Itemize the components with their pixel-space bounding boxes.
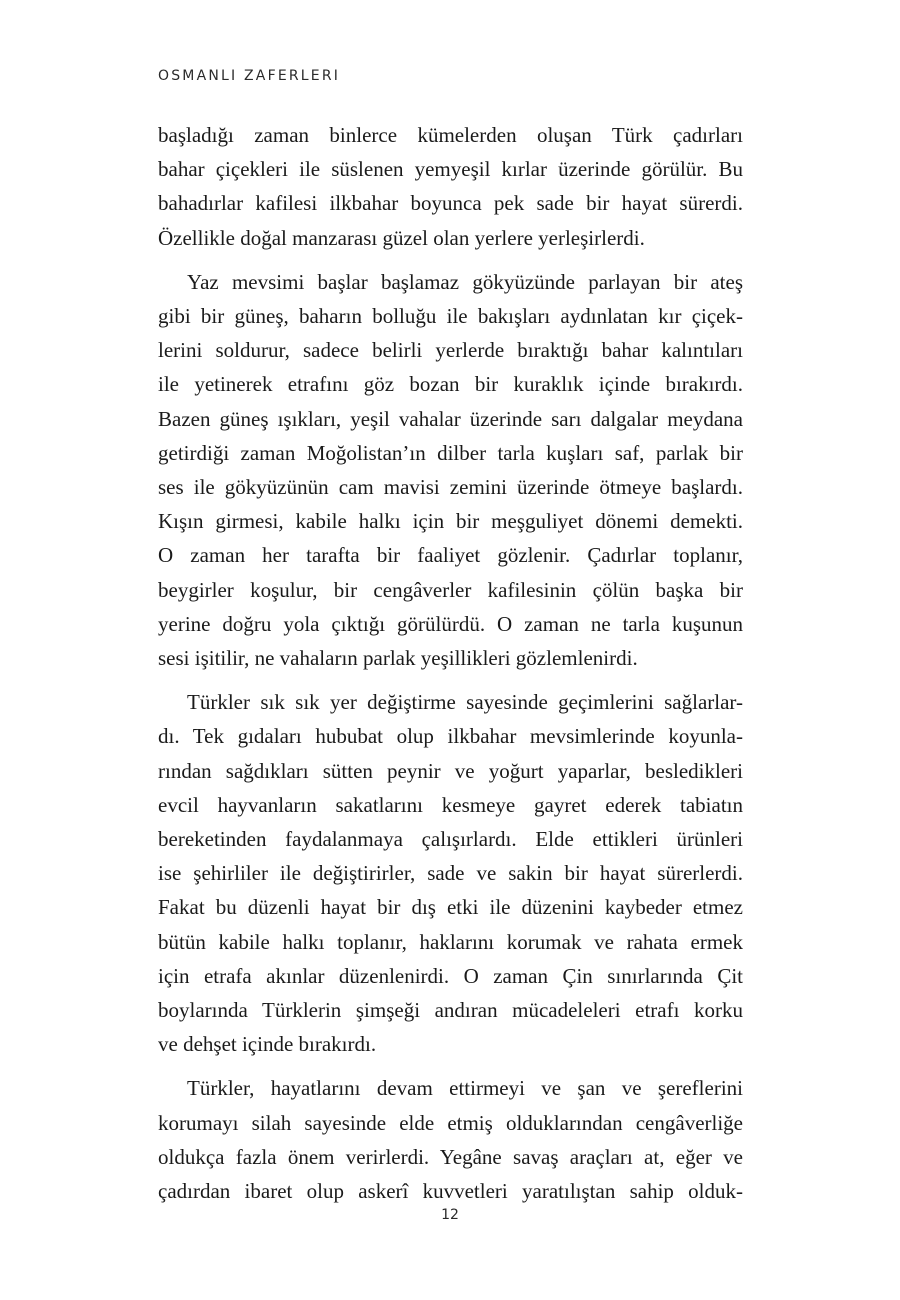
text-line: için etrafa akınlar düzenlenirdi. O zaman Çin sınırlarında Çit [158, 963, 743, 988]
text-line: yerine doğru yola çıktığı görülürdü. O zaman ne tarla kuşunun [158, 611, 743, 636]
text-line: getirdiği zaman Moğolistan’ın dilber tarla kuşları saf, parlak bir [158, 440, 743, 465]
page-number: 12 [441, 1207, 459, 1223]
text-line: ise şehirliler ile değiştirirler, sade ve sakin bir hayat sürerlerdi. [158, 861, 743, 886]
paragraph [158, 685, 743, 1061]
text-line: Yaz mevsimi başlar başlamaz gökyüzünde parlayan bir ateş [187, 269, 743, 294]
text-line: Kışın girmesi, kabile halkı için bir meşguliyet dönemi demekti. [158, 509, 743, 534]
text-line: lerini soldurur, sadece belirli yerlerde bıraktığı bahar kalıntıları [158, 338, 743, 363]
text-line: beygirler koşulur, bir cengâverler kafilesinin çölün başka bir [158, 577, 743, 602]
text-line: korumayı silah sayesinde elde etmiş olduklarından cengâverliğe [158, 1110, 743, 1135]
text-line: boylarında Türklerin şimşeği andıran mücadeleleri etrafı korku [158, 998, 743, 1023]
text-line: Türkler, hayatlarını devam ettirmeyi ve şan ve şereflerini [187, 1076, 743, 1101]
paragraph [158, 118, 743, 255]
text-line: sesi işitilir, ne vahaların parlak yeşillikleri gözlemlenirdi. [158, 646, 638, 671]
paragraph [158, 1071, 743, 1208]
text-line: Özellikle doğal manzarası güzel olan yerlere yerleşirlerdi. [158, 225, 645, 250]
body-text [158, 118, 743, 1218]
text-line: evcil hayvanların sakatlarını kesmeye gayret ederek tabiatın [158, 792, 743, 817]
text-line: Bazen güneş ışıkları, yeşil vahalar üzerinde sarı dalgalar meydana [158, 406, 743, 431]
text-line: çadırdan ibaret olup askerî kuvvetleri yaratılıştan sahip olduk- [158, 1179, 743, 1204]
text-line: O zaman her tarafta bir faaliyet gözlenir. Çadırlar toplanır, [158, 543, 743, 568]
running-head: OSMANLI ZAFERLERI [158, 68, 341, 84]
text-line: ses ile gökyüzünün cam mavisi zemini üzerinde ötmeye başlardı. [158, 475, 743, 500]
text-line: dı. Tek gıdaları hububat olup ilkbahar mevsimlerinde koyunla- [158, 724, 743, 749]
text-line: başladığı zaman binlerce kümelerden oluşan Türk çadırları [158, 123, 743, 147]
text-line: bütün kabile halkı toplanır, haklarını korumak ve rahata ermek [158, 929, 743, 954]
paragraph [158, 265, 743, 675]
text-line: Fakat bu düzenli hayat bir dış etki ile düzenini kaybeder etmez [158, 895, 743, 920]
text-line: oldukça fazla önem verirlerdi. Yegâne savaş araçları at, eğer ve [158, 1144, 743, 1169]
text-line: ve dehşet içinde bırakırdı. [158, 1032, 377, 1057]
text-line: rından sağdıkları sütten peynir ve yoğurt yaparlar, besledikleri [158, 758, 743, 783]
text-line: Türkler sık sık yer değiştirme sayesinde geçimlerini sağlarlar- [187, 690, 743, 715]
text-line: ile yetinerek etrafını göz bozan bir kuraklık içinde bırakırdı. [158, 372, 743, 397]
text-line: bahar çiçekleri ile süslenen yemyeşil kırlar üzerinde görülür. Bu [158, 157, 743, 182]
text-line: bahadırlar kafilesi ilkbahar boyunca pek sade bir hayat sürerdi. [158, 191, 743, 216]
text-line: bereketinden faydalanmaya çalışırlardı. Elde ettikleri ürünleri [158, 827, 743, 852]
text-line: gibi bir güneş, baharın bolluğu ile bakışları aydınlatan kır çiçek- [158, 304, 743, 329]
